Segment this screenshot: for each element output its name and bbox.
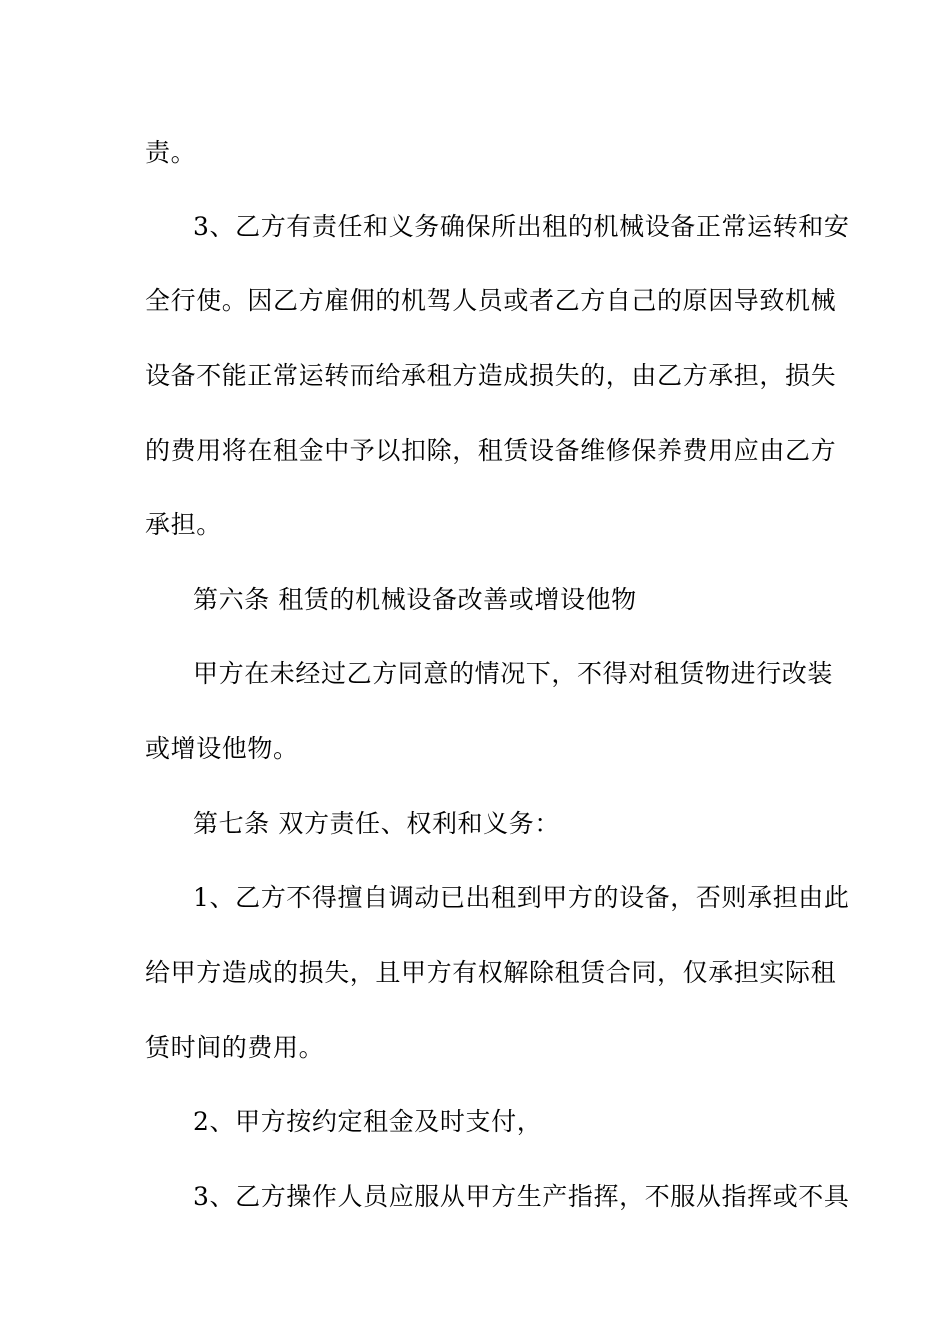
text-line: 的费用将在租金中予以扣除，租赁设备维修保养费用应由乙方 bbox=[145, 436, 837, 465]
text-line: 给甲方造成的损失，且甲方有权解除租赁合同，仅承担实际租 bbox=[145, 958, 837, 987]
text-line: 3、乙方操作人员应服从甲方生产指挥，不服从指挥或不具 bbox=[193, 1182, 850, 1211]
text-line: 责。 bbox=[145, 138, 197, 167]
text-line: 2、甲方按约定租金及时支付， bbox=[193, 1107, 543, 1136]
section-heading: 第六条 租赁的机械设备改善或增设他物 bbox=[193, 585, 637, 614]
text-line: 承担。 bbox=[145, 510, 222, 539]
text-line: 设备不能正常运转而给承租方造成损失的，由乙方承担，损失 bbox=[145, 361, 837, 390]
text-line: 赁时间的费用。 bbox=[145, 1033, 325, 1062]
text-line: 全行使。因乙方雇佣的机驾人员或者乙方自己的原因导致机械 bbox=[145, 286, 837, 315]
text-line: 3、乙方有责任和义务确保所出租的机械设备正常运转和安 bbox=[193, 212, 850, 241]
section-heading: 第七条 双方责任、权利和义务： bbox=[193, 809, 560, 838]
text-line: 或增设他物。 bbox=[145, 734, 299, 763]
text-line: 甲方在未经过乙方同意的情况下，不得对租赁物进行改装 bbox=[193, 659, 834, 688]
text-line: 1、乙方不得擅自调动已出租到甲方的设备，否则承担由此 bbox=[193, 883, 850, 912]
